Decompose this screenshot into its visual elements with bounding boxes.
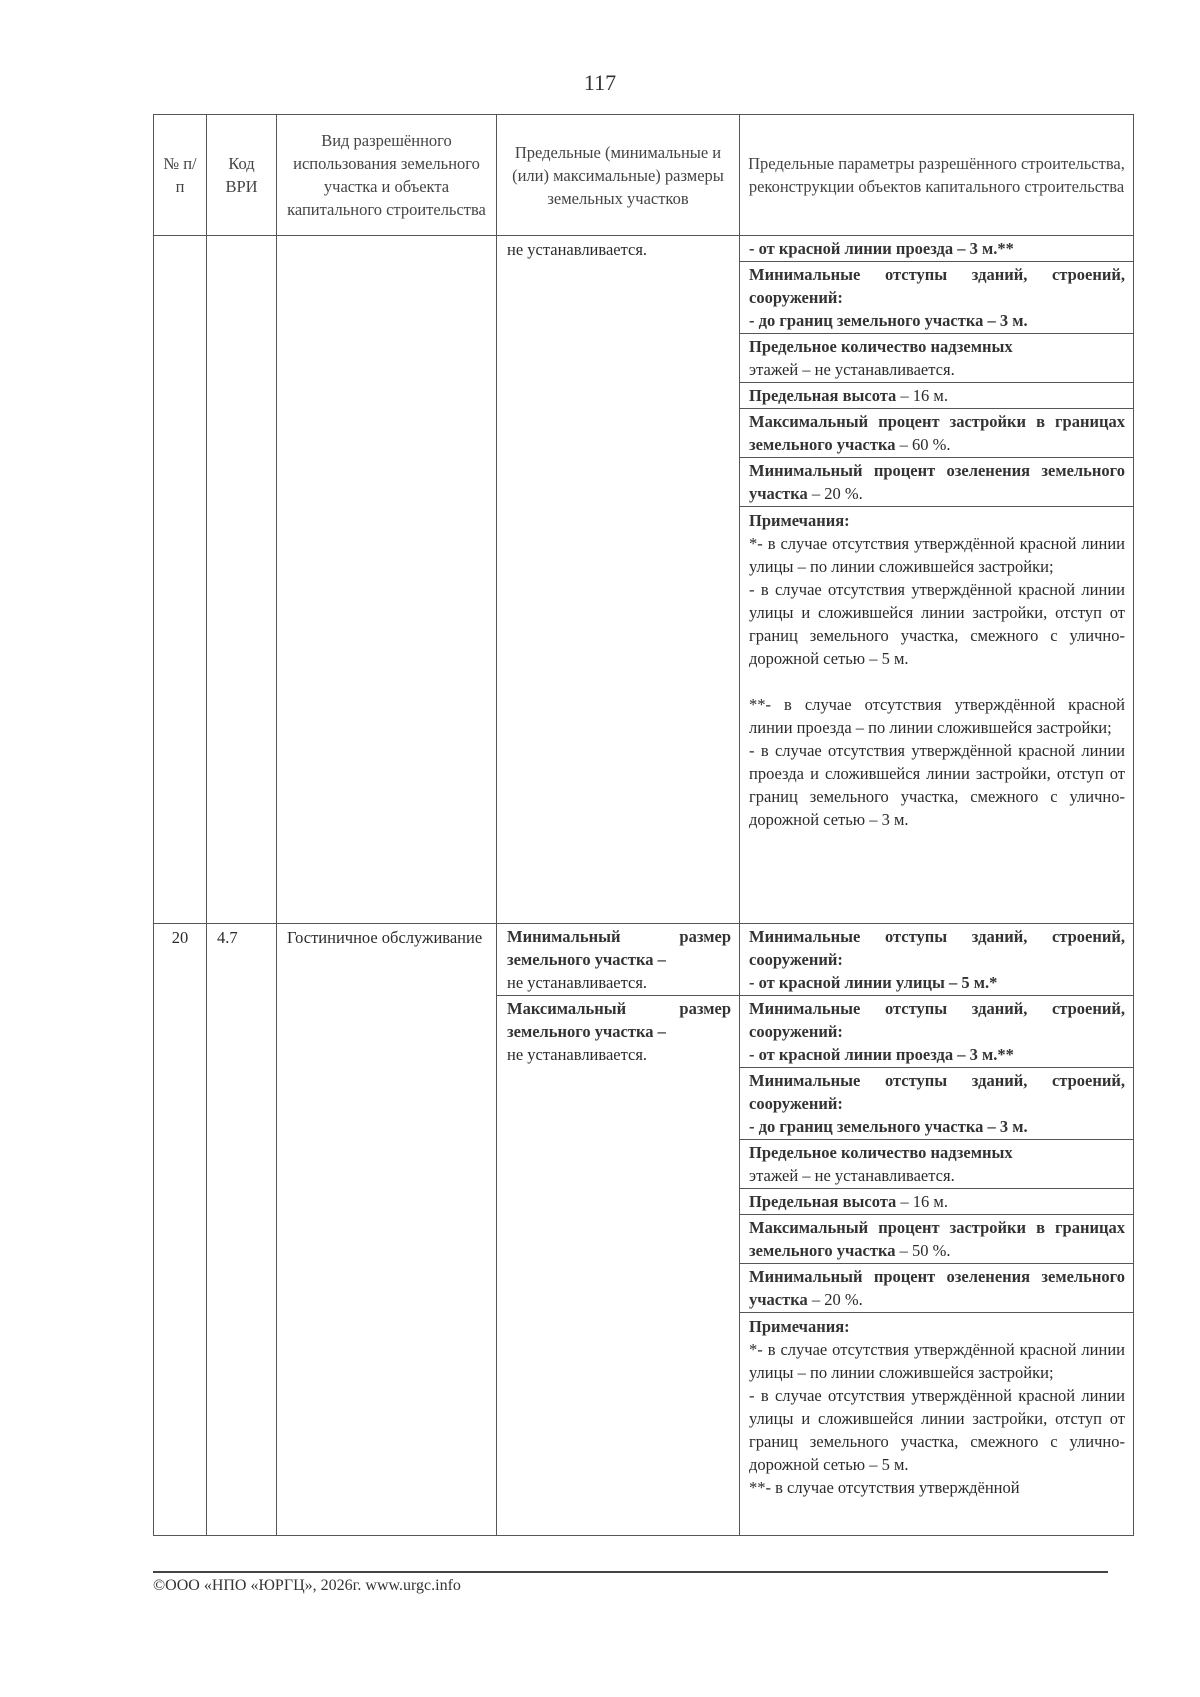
cell-num xyxy=(154,924,207,1536)
note-item: - в случае отсутствия утверждённой красной линии улицы и сложившейся линии застройки, отступ от границ земельного участка, смежного с улично-дорожной сетью – 5 м. xyxy=(749,580,1125,668)
note-item: *- в случае отсутствия утверждённой красной линии улицы – по линии сложившейся застройки; xyxy=(749,1340,1125,1382)
param-floors xyxy=(740,334,1133,383)
row-number: 20 xyxy=(171,928,189,947)
cell-code xyxy=(207,236,277,924)
note-item: **- в случае отсутствия утверждённой xyxy=(749,1478,1020,1497)
cell-type xyxy=(277,236,497,924)
param-value: – 60 %. xyxy=(895,435,951,454)
cell-sizes xyxy=(497,924,740,1536)
notes-title: Примечания: xyxy=(749,1317,850,1336)
header-type: Вид разрешённого использования земельного участка и объекта капитального строительства xyxy=(277,115,497,236)
param-title: Максимальный процент застройки в границах земельного участка xyxy=(749,1218,1125,1260)
regulations-table xyxy=(153,114,1134,1536)
spacer xyxy=(749,670,1125,693)
param-value: – 16 м. xyxy=(896,386,948,405)
param-title: Минимальные отступы зданий, строений, сооружений: xyxy=(749,1071,1125,1113)
param-value: – 50 %. xyxy=(895,1241,951,1260)
notes xyxy=(740,1313,1133,1499)
size-value: не устанавливается. xyxy=(507,1045,648,1064)
header-num: № п/п xyxy=(154,115,207,236)
param-title: Минимальный процент озеленения земельного участка xyxy=(749,461,1125,503)
header-sizes: Предельные (минимальные и (или) максимальные) размеры земельных участков xyxy=(497,115,740,236)
param-greenery xyxy=(740,458,1133,507)
page-number: 117 xyxy=(583,70,617,95)
header-code: Код ВРИ xyxy=(207,115,277,236)
size-max xyxy=(497,996,739,1067)
param-setback-street xyxy=(740,924,1133,996)
param-setback-driveway xyxy=(740,996,1133,1068)
param-floors xyxy=(740,1140,1133,1189)
param-title: Предельная высота xyxy=(749,386,897,405)
cell-num xyxy=(154,236,207,924)
note-item: - в случае отсутствия утверждённой красной линии проезда и сложившейся линии застройки, отступ от границ земельного участка, смежного с улично-дорожной сетью – 3 м. xyxy=(749,741,1125,829)
header-params: Предельные параметры разрешённого строительства, реконструкции объектов капитального строительства xyxy=(740,115,1134,236)
param-value: - до границ земельного участка – 3 м. xyxy=(749,1117,1028,1136)
param-title: Предельное количество надземных xyxy=(749,1143,1013,1162)
param-setback-boundary xyxy=(740,1068,1133,1140)
row-type: Гостиничное обслуживание xyxy=(287,928,483,947)
size-title: Минимальный размер земельного участка – xyxy=(507,927,731,969)
param-title: Минимальные отступы зданий, строений, сооружений: xyxy=(749,265,1125,307)
cell-sizes xyxy=(497,236,740,924)
cell-type xyxy=(277,924,497,1536)
param-value: – 20 %. xyxy=(807,1290,863,1309)
size-min xyxy=(497,924,739,996)
row-code: 4.7 xyxy=(217,928,238,947)
notes-title: Примечания: xyxy=(749,511,850,530)
cell-params xyxy=(740,924,1134,1536)
size-title: Максимальный размер земельного участка – xyxy=(507,999,731,1041)
cell-code xyxy=(207,924,277,1536)
param-value: – 20 %. xyxy=(807,484,863,503)
notes xyxy=(740,507,1133,831)
param-title: Максимальный процент застройки в границах земельного участка xyxy=(749,412,1125,454)
sizes-text: не устанавливается. xyxy=(507,240,648,259)
table-row xyxy=(154,924,1134,1536)
param-title: Предельная высота xyxy=(749,1192,897,1211)
param-setback-driveway: - от красной линии проезда – 3 м.** xyxy=(740,236,1133,262)
table-header-row xyxy=(154,115,1134,236)
param-title: Минимальные отступы зданий, строений, сооружений: xyxy=(749,927,1125,969)
table-row xyxy=(154,236,1134,924)
param-coverage xyxy=(740,1215,1133,1264)
footer-divider xyxy=(153,1571,1108,1573)
param-value: этажей – не устанавливается. xyxy=(749,1166,955,1185)
param-value: - от красной линии улицы – 5 м.* xyxy=(749,973,998,992)
param-title: Минимальный процент озеленения земельного участка xyxy=(749,1267,1125,1309)
param-setback-boundary xyxy=(740,262,1133,334)
param-value: - от красной линии проезда – 3 м.** xyxy=(749,1045,1014,1064)
footer-copyright: ©ООО «НПО «ЮРГЦ», 2026г. www.urgc.info xyxy=(153,1577,461,1594)
param-title: Предельное количество надземных xyxy=(749,337,1013,356)
note-item: **- в случае отсутствия утверждённой красной линии проезда – по линии сложившейся застройки; xyxy=(749,695,1125,737)
cell-params xyxy=(740,236,1134,924)
param-title: Минимальные отступы зданий, строений, сооружений: xyxy=(749,999,1125,1041)
param-value: – 16 м. xyxy=(896,1192,948,1211)
param-coverage xyxy=(740,409,1133,458)
param-value: этажей – не устанавливается. xyxy=(749,360,955,379)
param-height xyxy=(740,1189,1133,1215)
note-item: *- в случае отсутствия утверждённой красной линии улицы – по линии сложившейся застройки; xyxy=(749,534,1125,576)
param-value: - до границ земельного участка – 3 м. xyxy=(749,311,1028,330)
note-item: - в случае отсутствия утверждённой красной линии улицы и сложившейся линии застройки, отступ от границ земельного участка, смежного с улично-дорожной сетью – 5 м. xyxy=(749,1386,1125,1474)
param-height xyxy=(740,383,1133,409)
param-greenery xyxy=(740,1264,1133,1313)
size-value: не устанавливается. xyxy=(507,973,648,992)
